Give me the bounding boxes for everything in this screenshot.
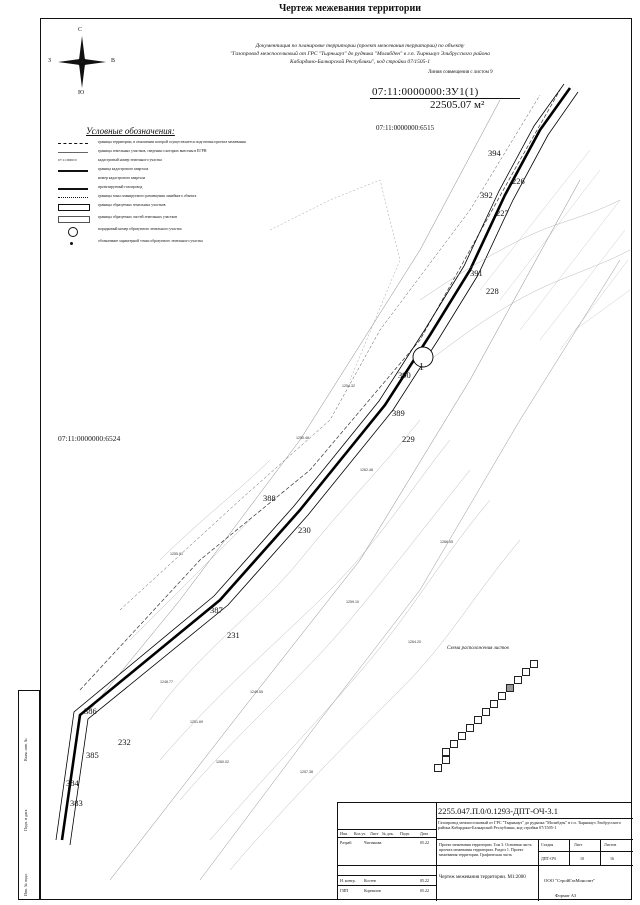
cadastral-number-top: 07:11:0000000:6515 — [376, 124, 435, 132]
row-date: 05.22 — [420, 840, 429, 845]
row-date: 05.22 — [420, 888, 429, 893]
row-role: ГИП — [340, 888, 349, 893]
map-point-number: 230 — [298, 525, 311, 535]
row-name: Костев — [364, 878, 376, 883]
legend-item: границы образуемых частей земельных участков — [58, 215, 258, 227]
elevation-label: 1250.46 — [296, 436, 309, 440]
scheme-cell — [450, 740, 458, 748]
col-izm: Изм. — [340, 831, 348, 836]
title-block — [337, 802, 632, 900]
map-point-number: 385 — [86, 750, 99, 760]
compass-rose — [48, 27, 116, 96]
map-point-number: 392 — [480, 190, 493, 200]
sheet-scheme-title: Схема расположения листов — [447, 646, 509, 651]
elevation-label: 1251.69 — [190, 720, 203, 724]
legend-item: номер кадастрового квартала — [98, 176, 146, 180]
side-strip — [18, 690, 40, 900]
map-point-number: 383 — [70, 798, 83, 808]
compass-icon — [54, 32, 110, 92]
page-title: Чертеж межевания территории — [278, 3, 422, 14]
legend-item: порядковый номер образуемого земельного участка — [58, 227, 258, 239]
map-point-number: 388 — [263, 493, 276, 503]
paper-format: Формат А3 — [555, 893, 577, 898]
organization: ООО "СтройГазМонолит" — [544, 878, 596, 883]
elevation-label: 1257.38 — [300, 770, 313, 774]
continuation-note: Линия совмещения с листом 9 — [428, 70, 493, 75]
parcel-line-far — [270, 180, 400, 380]
scheme-cell — [514, 676, 522, 684]
elevation-label: 1248.77 — [160, 680, 173, 684]
elevation-label: 1249.55 — [250, 690, 263, 694]
map-point-number: 386 — [84, 706, 97, 716]
elevation-label: 1259.10 — [346, 600, 359, 604]
elevation-label: 1266.05 — [440, 540, 453, 544]
row-name: Корнилов — [364, 888, 381, 893]
legend-item: 07:11:0000:0 кадастровый номер земельного участка — [58, 158, 162, 162]
elevation-label: 1264.20 — [408, 640, 421, 644]
legend-item: границы земельных участков, сведения о которых внесены в ЕГРН — [58, 149, 258, 158]
compass-east: В — [111, 58, 116, 64]
legend-title: Условные обозначения: — [86, 126, 175, 136]
stage-label: Стадия — [541, 842, 554, 847]
row-role: Н. контр. — [340, 878, 356, 883]
scheme-cell — [490, 700, 498, 708]
legend-item: границы образуемых земельных участков — [58, 203, 258, 215]
parcel-code: 07:11:0000000:ЗУ1(1) — [372, 86, 479, 98]
elevation-label: 1254.32 — [342, 384, 355, 388]
compass-south: Ю — [78, 90, 85, 96]
elevation-label: 1260.02 — [216, 760, 229, 764]
map-point-number: 229 — [402, 434, 415, 444]
col-doc: № док. — [382, 831, 394, 836]
elevation-label: 1255.91 — [170, 552, 183, 556]
map-point-number: 384 — [66, 778, 79, 788]
cadastral-number-left: 07:11:0000000:6524 — [58, 434, 121, 443]
strip-label: Подп. и дата — [23, 809, 28, 831]
scheme-cell — [506, 684, 514, 692]
scheme-cell — [474, 716, 482, 724]
legend-item: обозначение характерной точки образуемого земельного участка — [58, 239, 258, 248]
subtitle-line-2: "Газопровод межпоселковый от ГРС "Тырныауз" до рудника "Молибден" в г.п. Тырныауз Эльбрусского района — [230, 51, 490, 57]
scheme-cell — [434, 764, 442, 772]
col-list: Лист — [370, 831, 379, 836]
col-kol: Кол.уч — [354, 831, 366, 836]
scheme-cell — [442, 756, 450, 764]
sheets-label: Листов — [604, 842, 617, 847]
map-point-number: 391 — [470, 268, 483, 278]
map-point-number: 1 — [419, 362, 424, 373]
elevation-label: 1262.48 — [360, 468, 373, 472]
map-point-number: 232 — [118, 737, 131, 747]
scheme-cell — [522, 668, 530, 676]
map-point-number: 390 — [398, 370, 411, 380]
scheme-cell — [466, 724, 474, 732]
map-point-number: 227 — [496, 208, 509, 218]
stage-value: ДПТ-ОЧ — [541, 856, 556, 861]
map-point-number: 394 — [488, 148, 501, 158]
sheets-value: 16 — [610, 856, 614, 861]
strip-label: Взам. инв. № — [23, 738, 28, 761]
legend-item: границы зоны планируемого размещения линейного объекта — [58, 194, 258, 203]
strip-label: Инв. № подл. — [23, 873, 28, 896]
sheet-label: Лист — [574, 842, 583, 847]
legend-item: границы территории, в отношении которой осуществляется подготовка проекта межевания — [58, 140, 258, 149]
map-point-number: 389 — [392, 408, 405, 418]
subtitle-line-1: Документация по планировке территории (проект межевания территории) по объекту — [255, 43, 465, 49]
section-text: Проект межевания территории. Том 3. Основная часть проекта межевания территории. Раздел 1. Проект межевания территории. Графическая часть — [439, 842, 532, 857]
document-code: 2255.047.П.0/0.1293-ДПТ-ОЧ-3.1 — [438, 806, 558, 816]
col-podp: Подп. — [400, 831, 410, 836]
hatch-area — [480, 150, 630, 350]
legend — [58, 126, 258, 248]
legend-item: проектируемый газопровод — [58, 185, 258, 194]
col-date: Дата — [420, 831, 428, 836]
map-point-number: 231 — [227, 630, 240, 640]
scheme-cell — [498, 692, 506, 700]
row-date: 05.22 — [420, 878, 429, 883]
compass-north: С — [78, 27, 83, 33]
row-name: Чистякова — [364, 840, 382, 845]
scheme-cell — [530, 660, 538, 668]
map-point-number: 228 — [486, 286, 499, 296]
compass-west: З — [48, 58, 52, 64]
map-point-number: 387 — [210, 605, 223, 615]
contours — [130, 200, 630, 870]
parcel-area: 22505.07 м² — [430, 99, 485, 111]
subtitle-line-3: Кабардино-Балкарской Республики", код стройки 07/1505-1 — [290, 59, 430, 65]
legend-item: граница кадастрового квартала — [58, 167, 258, 176]
scheme-cell — [482, 708, 490, 716]
scheme-cell — [442, 748, 450, 756]
scheme-cell — [458, 732, 466, 740]
row-role: Разраб. — [340, 840, 353, 845]
sheet-title: Чертеж межевания территории. М1:2000 — [439, 875, 526, 880]
project-description: Газопровод межпоселковый от ГРС "Тырныауз" до рудника "Молибден" в г.п. Тырныауз Эльбрусского района Кабардино-Балкарской Республики, код стройки 07/1505-1 — [438, 820, 621, 830]
map-point-number: 226 — [512, 176, 525, 186]
sheet-value: 10 — [580, 856, 584, 861]
parcel-line-right — [110, 180, 583, 880]
